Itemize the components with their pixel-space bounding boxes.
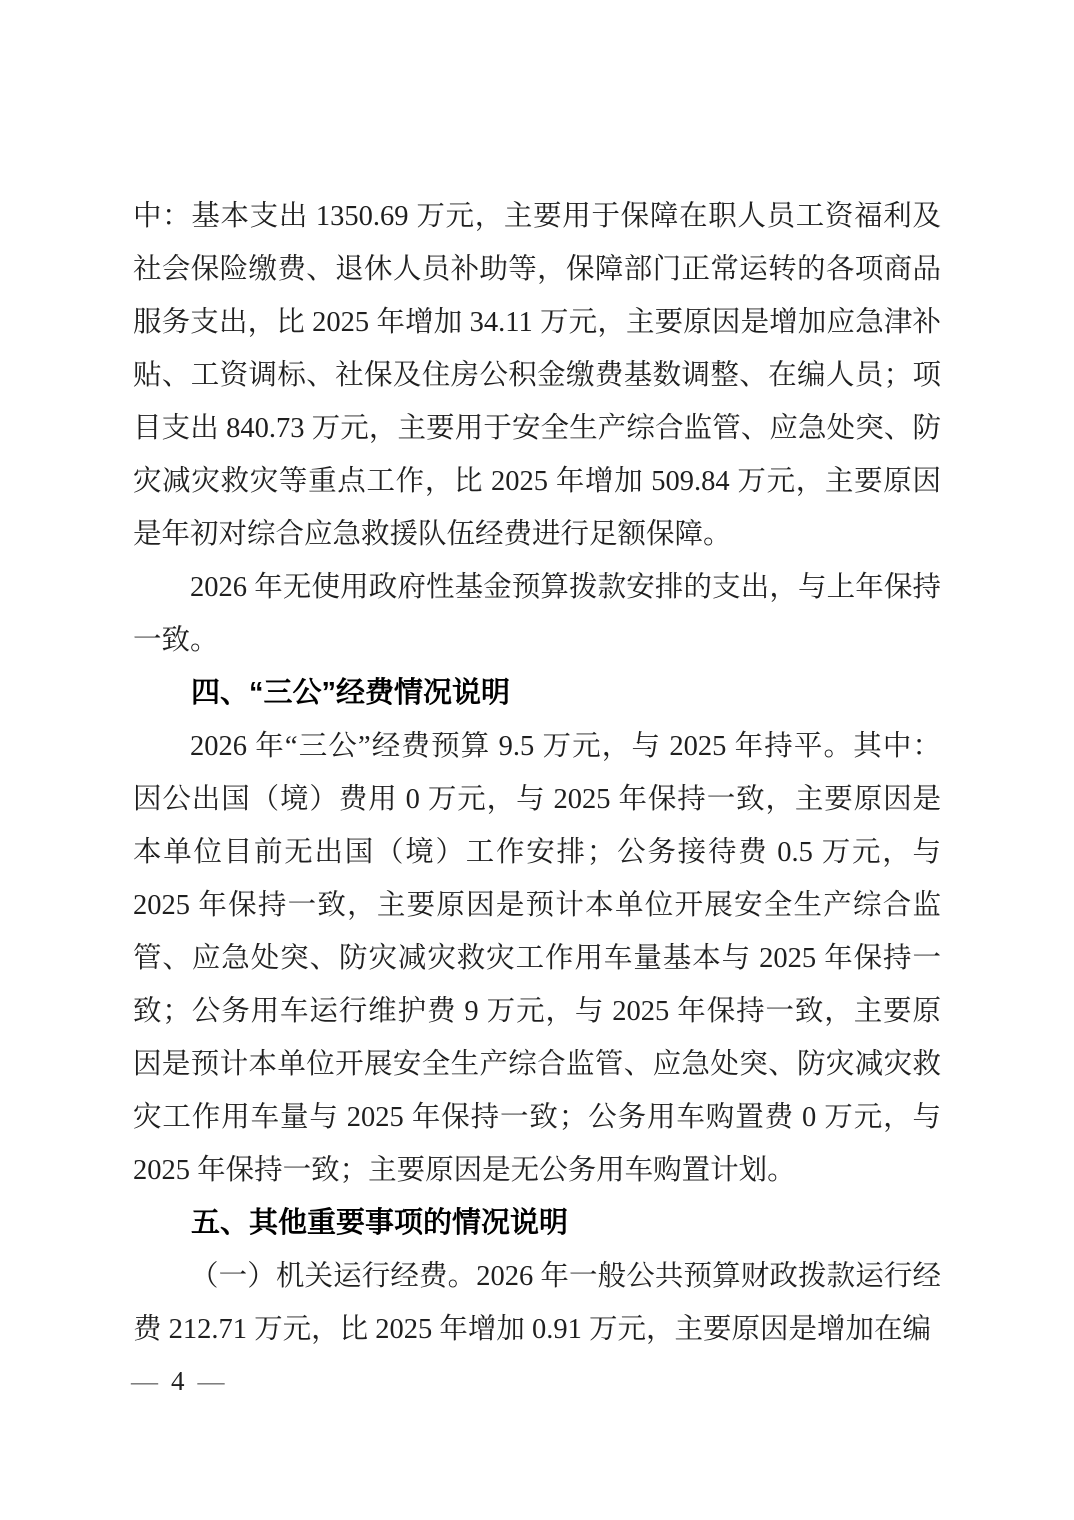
- paragraph-expenditure-detail: 中：基本支出 1350.69 万元，主要用于保障在职人员工资福利及社会保险缴费、退休人员补助等，保障部门正常运转的各项商品服务支出，比 2025 年增加 34.11 万元，主要原因是增加应急津补贴、工资调标、社保及住房公积金缴费基数调整、在编人员；项目支出 840.73 万元，主要用于安全生产综合监管、应急处突、防灾减灾救灾等重点工作，比 2025 年增加 509.84 万元，主要原因是年初对综合应急救援队伍经费进行足额保障。: [133, 201, 941, 550]
- page-number: 4: [171, 1365, 185, 1396]
- footer-dash-right: —: [197, 1365, 225, 1396]
- footer-dash-left: —: [131, 1365, 158, 1396]
- document-body: [133, 190, 941, 1356]
- paragraph-operating-expenses: （一）机关运行经费。2026 年一般公共预算财政拨款运行经费 212.71 万元，比 2025 年增加 0.91 万元，主要原因是增加在编: [133, 1261, 941, 1345]
- heading-section-five: 五、其他重要事项的情况说明: [191, 1207, 569, 1239]
- paragraph-government-fund: 2026 年无使用政府性基金预算拨款安排的支出，与上年保持一致。: [133, 572, 941, 656]
- heading-section-four: 四、“三公”经费情况说明: [191, 677, 511, 709]
- page-footer: [131, 1360, 225, 1402]
- paragraph-three-public-funds: 2026 年“三公”经费预算 9.5 万元，与 2025 年持平。其中：因公出国（境）费用 0 万元，与 2025 年保持一致，主要原因是本单位目前无出国（境）工作安排；公务接待费 0.5 万元，与 2025 年保持一致，主要原因是预计本单位开展安全生产综合监管、应急处突、防灾减灾救灾工作用车量基本与 2025 年保持一致；公务用车运行维护费 9 万元，与 2025 年保持一致，主要原因是预计本单位开展安全生产综合监管、应急处突、防灾减灾救灾工作用车量与 2025 年保持一致；公务用车购置费 0 万元，与 2025 年保持一致；主要原因是无公务用车购置计划。: [133, 731, 941, 1186]
